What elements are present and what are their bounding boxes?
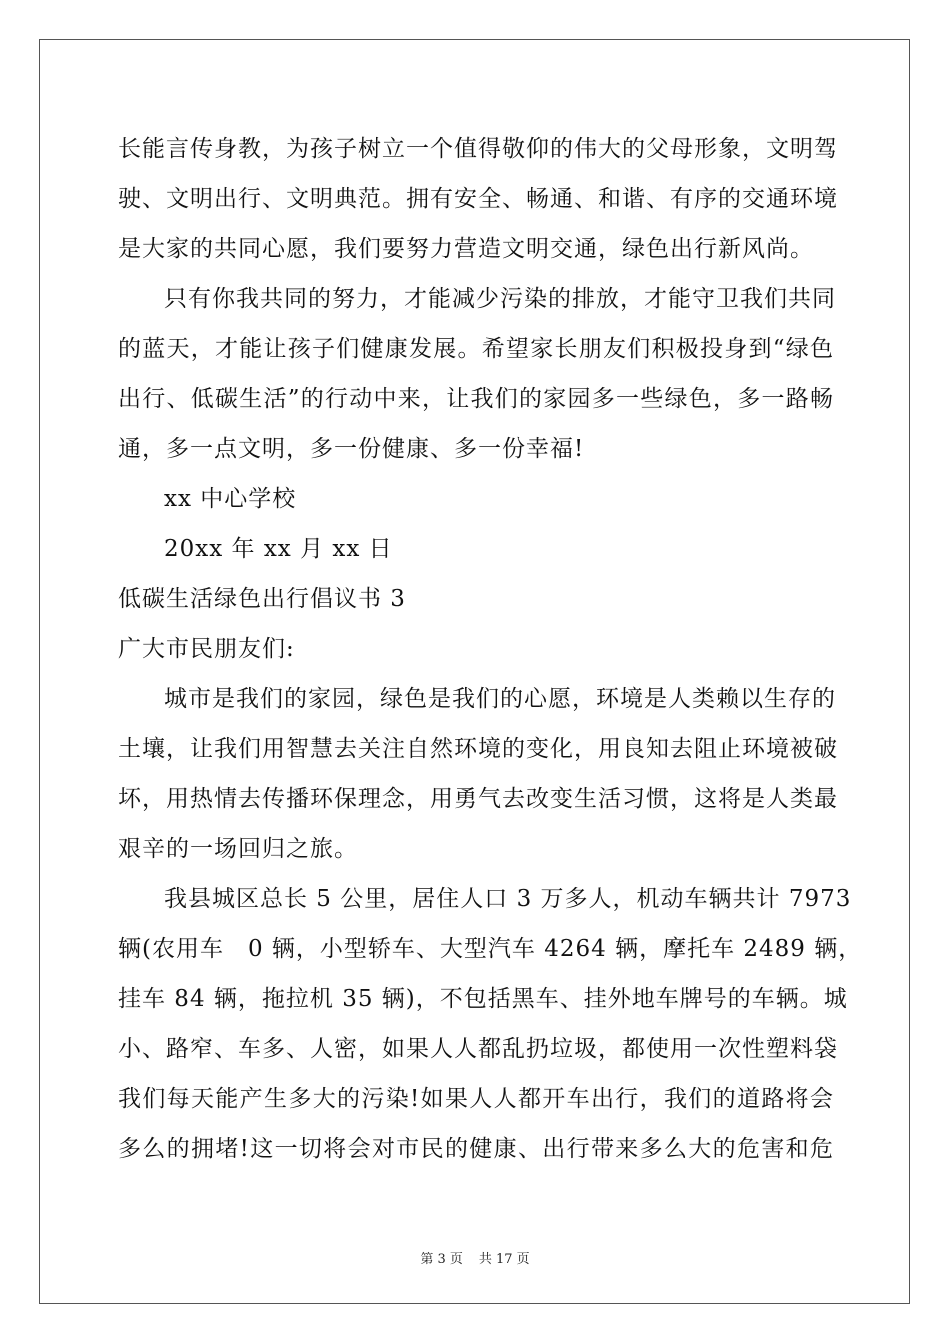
- text-line: 土壤，让我们用智慧去关注自然环境的变化，用良知去阻止环境被破: [118, 736, 838, 762]
- text-line: 小、路窄、车多、人密，如果人人都乱扔垃圾，都使用一次性塑料袋: [118, 1036, 838, 1062]
- text-line: 艰辛的一场回归之旅。: [118, 836, 358, 862]
- text-line: 我县城区总长 5 公里，居住人口 3 万多人，机动车辆共计 7973: [164, 886, 852, 912]
- page-total: 共 17 页: [478, 1252, 530, 1267]
- text-line: 长能言传身教，为孩子树立一个值得敬仰的伟大的父母形象，文明驾: [118, 136, 838, 162]
- text-line: 低碳生活绿色出行倡议书 3: [118, 586, 406, 612]
- text-line: 辆(农用车 0 辆，小型轿车、大型汽车 4264 辆，摩托车 2489 辆，: [118, 936, 863, 962]
- text-line: 坏，用热情去传播环保理念，用勇气去改变生活习惯，这将是人类最: [118, 786, 838, 812]
- page-number: 第 3 页: [420, 1252, 463, 1267]
- text-line: 我们每天能产生多大的污染!如果人人都开车出行，我们的道路将会: [118, 1086, 834, 1112]
- text-line: xx 中心学校: [164, 486, 297, 512]
- text-line: 通，多一点文明，多一份健康、多一份幸福!: [118, 436, 585, 462]
- text-line: 出行、低碳生活”的行动中来，让我们的家园多一些绿色，多一路畅: [118, 386, 834, 412]
- text-line: 驶、文明出行、文明典范。拥有安全、畅通、和谐、有序的交通环境: [118, 186, 838, 212]
- text-line: 广大市民朋友们:: [118, 636, 295, 662]
- text-line: 的蓝天，才能让孩子们健康发展。希望家长朋友们积极投身到“绿色: [118, 336, 834, 362]
- page-footer: [0, 1248, 950, 1267]
- text-line: 城市是我们的家园，绿色是我们的心愿，环境是人类赖以生存的: [164, 686, 836, 712]
- text-line: 多么的拥堵!这一切将会对市民的健康、出行带来多么大的危害和危: [118, 1136, 834, 1162]
- text-line: 20xx 年 xx 月 xx 日: [164, 536, 393, 562]
- text-line: 是大家的共同心愿，我们要努力营造文明交通，绿色出行新风尚。: [118, 236, 814, 262]
- document-body: [118, 124, 863, 1174]
- text-line: 挂车 84 辆，拖拉机 35 辆)，不包括黑车、挂外地车牌号的车辆。城: [118, 986, 848, 1012]
- text-line: 只有你我共同的努力，才能减少污染的排放，才能守卫我们共同: [164, 286, 836, 312]
